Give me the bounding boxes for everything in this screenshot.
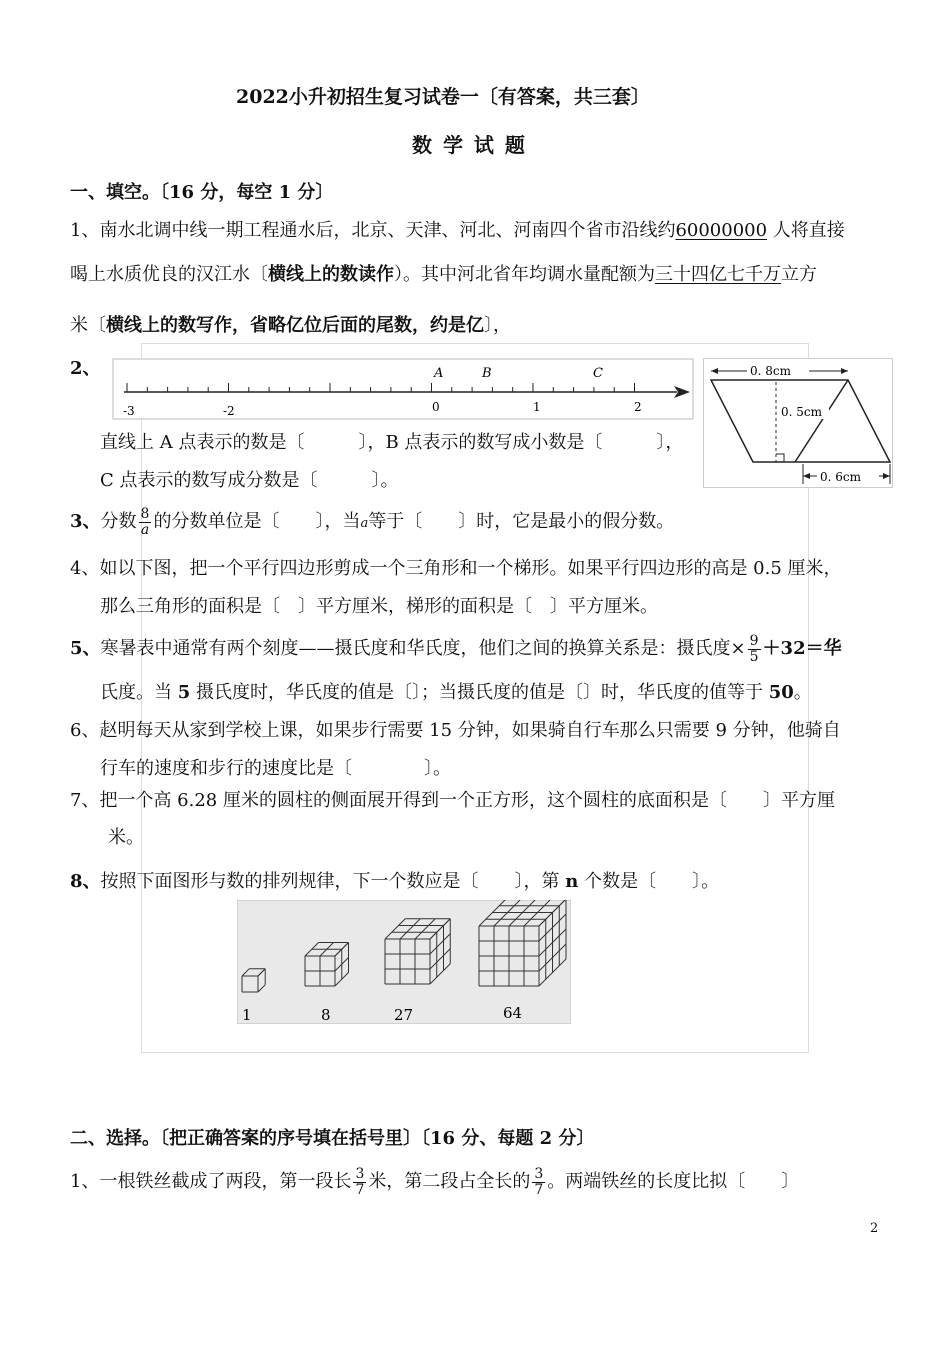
q8-variable: n	[565, 871, 579, 892]
q5-text: 摄氏度时，华氏度的值是〔〕；当摄氏度的值是〔〕时，华氏度的值等于	[190, 682, 769, 703]
q1-text: 1、南水北调中线一期工程通水后，北京、天津、河北、河南四个省市沿线约	[70, 220, 676, 241]
tick-label: 1	[533, 400, 541, 414]
q7-line2: 米。	[108, 827, 144, 848]
q5-line1	[70, 628, 842, 670]
q5-text: 寒暑表中通常有两个刻度——摄氏度和华氏度，他们之间的换算关系是：摄氏度×	[100, 638, 746, 659]
q1-text: 立方	[781, 264, 817, 285]
s2-q1-line	[70, 1160, 799, 1204]
q1-bold-instruction: 横线上的数读作	[268, 264, 394, 285]
height-label: 0. 5cm	[781, 405, 822, 419]
cubes-figure	[237, 900, 571, 1024]
s2-q1-text: 米，第二段占全长的	[368, 1171, 531, 1192]
section2-heading: 二、选择。〔把正确答案的序号填在括号里〕〔16 分、每题 2 分〕	[70, 1128, 595, 1149]
page-number: 2	[870, 1221, 879, 1236]
number-line-figure	[112, 358, 694, 420]
fraction	[532, 1167, 545, 1198]
q3-text: 分数	[100, 511, 137, 532]
q3-text: 等于〔 〕时，它是最小的假分数。	[368, 511, 675, 532]
cube-label: 64	[503, 1004, 523, 1022]
q1-text: 喝上水质优良的汉江水〔	[70, 264, 268, 285]
q8-line	[70, 871, 719, 893]
q1-text: 米〔	[70, 315, 106, 336]
fraction-numerator: 3	[355, 1165, 365, 1182]
fraction-denominator: 7	[355, 1181, 365, 1198]
q7-line1: 7、把一个高 6.28 厘米的圆柱的侧面展开得到一个正方形，这个圆柱的底面积是〔 〕平方厘	[70, 790, 835, 811]
q5-value: 50	[768, 682, 794, 703]
q5-number: 5、	[70, 638, 101, 659]
fraction-numerator: 8	[140, 505, 150, 522]
q5-text: 。	[793, 682, 812, 703]
point-label-a: A	[434, 366, 444, 381]
s2-q1-text: 。两端铁丝的长度比拟〔 〕	[547, 1171, 800, 1192]
point-label-c: C	[593, 366, 603, 381]
tick-label: 0	[432, 400, 440, 414]
page-subtitle: 数 学 试 题	[412, 133, 527, 157]
fraction	[353, 1167, 366, 1198]
fraction	[139, 507, 152, 538]
top-dimension-label: 0. 8cm	[750, 364, 791, 378]
q1-text: 〕，	[484, 315, 511, 336]
fraction-numerator: 3	[534, 1165, 544, 1182]
cube-label: 8	[321, 1006, 331, 1024]
q1-underlined-number: 60000000	[675, 220, 768, 241]
title-text: 小升初招生复习试卷一〔有答案，共三套〕	[288, 86, 650, 108]
q4-line1: 4、如以下图，把一个平行四边形剪成一个三角形和一个梯形。如果平行四边形的高是 0.5 厘米，	[70, 558, 842, 579]
q1-line2	[70, 264, 817, 286]
parallelogram-figure	[703, 358, 893, 488]
tick-label: 2	[634, 400, 642, 414]
q8-number: 8、	[70, 871, 101, 892]
q2-line2: C 点表示的数写成分数是〔 〕。	[100, 470, 399, 491]
point-label-b: B	[482, 366, 492, 381]
q4-line2: 那么三角形的面积是〔 〕平方厘米，梯形的面积是〔 〕平方厘米。	[100, 596, 658, 617]
q3-number: 3、	[70, 511, 101, 532]
q2-line1: 直线上 A 点表示的数是〔 〕，B 点表示的数写成小数是〔 〕，	[100, 432, 684, 453]
tick-label: -3	[123, 404, 135, 418]
fraction-numerator: 9	[749, 632, 759, 649]
bottom-dimension-label: 0. 6cm	[820, 470, 861, 484]
fraction-denominator: 5	[749, 648, 759, 665]
q6-line1: 6、赵明每天从家到学校上课，如果步行需要 15 分钟，如果骑自行车那么只需要 9 分钟，他骑自	[70, 720, 841, 741]
fraction	[748, 634, 761, 665]
q1-underlined-words: 三十四亿七千万	[655, 264, 781, 285]
q3-line	[70, 502, 674, 544]
q1-text: ）。其中河北省年均调水量配额为	[394, 264, 655, 285]
q5-value: 5	[177, 682, 191, 703]
q1-text: 人将直接	[767, 220, 845, 241]
cube-label: 1	[242, 1006, 252, 1024]
q1-line3	[70, 315, 511, 337]
section1-heading: 一、填空。〔16 分，每空 1 分〕	[70, 182, 334, 203]
title-year: 2022	[236, 86, 289, 108]
q3-text: 的分数单位是〔 〕，当	[153, 511, 361, 532]
q6-line2: 行车的速度和步行的速度比是〔 〕。	[100, 758, 451, 779]
tick-label: -2	[223, 404, 235, 418]
q8-text: 按照下面图形与数的排列规律，下一个数应是〔 〕，第	[100, 871, 566, 892]
fraction-denominator: a	[140, 521, 150, 538]
q5-line2	[100, 682, 812, 704]
page-title	[236, 86, 650, 108]
q3-variable: a	[360, 516, 369, 531]
q2-number: 2、	[70, 358, 101, 379]
fraction-denominator: 7	[534, 1181, 544, 1198]
q1-bold-instruction: 横线上的数写作，省略亿位后面的尾数，约是亿	[106, 315, 484, 336]
q8-text: 个数是〔 〕。	[578, 871, 720, 892]
cube-label: 27	[394, 1006, 414, 1024]
q5-text: 氏度。当	[100, 682, 178, 703]
s2-q1-text: 1、一根铁丝截成了两段，第一段长	[70, 1171, 352, 1192]
q5-text: ＋32＝华	[762, 638, 842, 659]
q1-line1	[70, 220, 845, 242]
